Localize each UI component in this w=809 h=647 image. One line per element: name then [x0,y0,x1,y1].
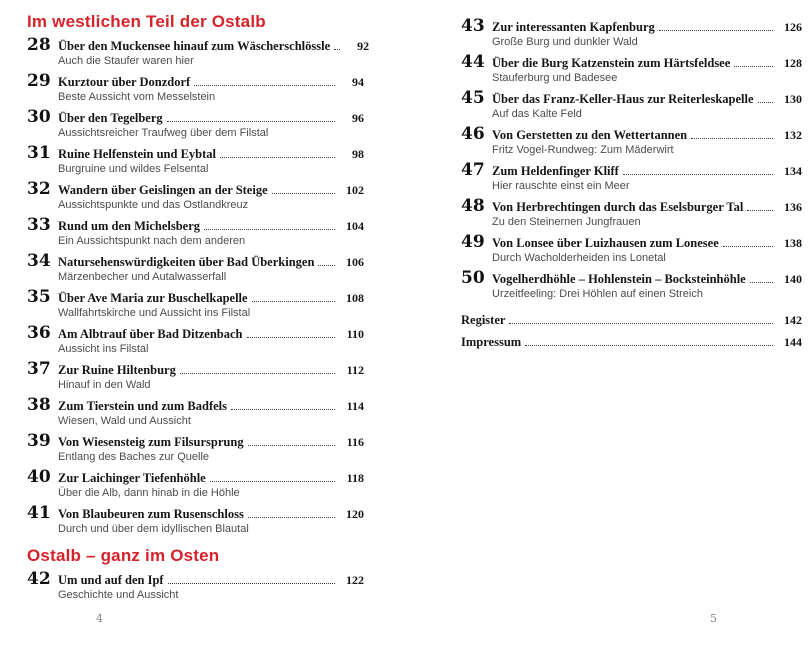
tour-number: 33 [27,215,51,235]
tour-page-ref: 122 [346,573,364,587]
tour-page-ref: 126 [784,20,802,34]
tour-number: 29 [27,71,51,91]
toc-entry [461,268,802,301]
toc-entry-row [492,164,802,179]
tour-title: Von Herbrechtingen durch das Eselsburger Tal [492,200,744,214]
back-matter-title: Impressum [461,335,522,349]
dot-leader [659,30,773,31]
toc-entry-row [58,291,364,306]
tour-number: 46 [461,124,485,144]
tour-number: 32 [27,179,51,199]
dot-leader [318,265,335,266]
dot-leader [210,481,335,482]
tour-number: 36 [27,323,51,343]
dot-leader [747,210,773,211]
tour-title: Zur interessanten Kapfenburg [492,20,655,34]
tour-page-ref: 96 [352,111,364,125]
tour-number: 41 [27,503,51,523]
tour-page-ref: 128 [784,56,802,70]
tour-title: Über den Tegelberg [58,111,163,125]
tour-subtitle: Zu den Steinernen Jungfrauen [492,216,641,228]
tour-number: 43 [461,16,485,36]
toc-entry [27,503,364,536]
dot-leader [734,66,773,67]
dot-leader [194,85,335,86]
tour-page-ref: 136 [784,200,802,214]
tour-title: Von Blaubeuren zum Rusenschloss [58,507,244,521]
dot-leader [334,49,340,50]
tour-title: Wandern über Geislingen an der Steige [58,183,268,197]
back-matter-links [461,313,802,350]
tour-page-ref: 110 [346,327,364,341]
dot-leader [168,583,335,584]
tour-subtitle: Beste Aussicht vom Messelstein [58,91,216,103]
toc-entry-row [492,20,802,35]
tour-subtitle: Große Burg und dunkler Wald [492,36,638,48]
right-page-footer-number: 5 [710,612,717,625]
tour-title: Kurztour über Donzdorf [58,75,191,89]
toc-entry [27,395,364,428]
tour-number: 28 [27,35,51,55]
tour-title: Rund um den Michelsberg [58,219,201,233]
dot-leader [248,517,335,518]
tour-number: 39 [27,431,51,451]
tour-subtitle: Hier rauschte einst ein Meer [492,180,630,192]
back-matter-page-ref: 142 [784,313,802,327]
toc-entry [27,179,364,212]
tour-subtitle: Durch und über dem idyllischen Blautal [58,523,249,535]
tour-subtitle: Aussicht ins Filstal [58,343,149,355]
toc-entry-row [58,327,364,342]
tour-number: 40 [27,467,51,487]
tour-title: Natursehenswürdigkeiten über Bad Überkingen [58,255,315,269]
toc-entry-row [58,471,364,486]
dot-leader [252,301,335,302]
tour-title: Von Gerstetten zu den Wettertannen [492,128,688,142]
tour-subtitle: Entlang des Baches zur Quelle [58,451,210,463]
tour-number: 45 [461,88,485,108]
toc-entry [27,35,370,68]
toc-entry [27,359,364,392]
tour-title: Über den Muckensee hinauf zum Wäscherschlössle [58,39,331,53]
toc-entry [461,232,802,265]
tour-subtitle: Burgruine und wildes Felsental [58,163,209,175]
toc-entry [461,88,802,121]
dot-leader [204,229,335,230]
dot-leader [525,345,773,346]
back-matter-row [461,313,802,328]
dot-leader [231,409,335,410]
toc-entry-row [492,56,802,71]
toc-entry [27,569,364,602]
dot-leader [167,121,335,122]
tour-title: Zum Heldenfinger Kliff [492,164,619,178]
tour-title: Zur Ruine Hiltenburg [58,363,176,377]
tour-title: Von Lonsee über Luizhausen zum Lonesee [492,236,719,250]
toc-entry-row [492,272,802,287]
dot-leader [509,323,773,324]
toc-entry-row [492,200,802,215]
section-heading: Ostalb – ganz im Osten [27,546,220,565]
toc-entry [27,71,364,104]
tour-subtitle: Märzenbecher und Autalwasserfall [58,271,227,283]
tour-title: Zum Tierstein und zum Badfels [58,399,228,413]
tour-page-ref: 112 [346,363,364,377]
tour-title: Vogelherdhöhle – Hohlenstein – Bocksteinhöhle [492,272,746,286]
tour-page-ref: 116 [346,435,364,449]
tour-subtitle: Über die Alb, dann hinab in die Höhle [58,487,240,499]
toc-entry [27,467,364,500]
toc-entry [461,16,802,49]
tour-number: 35 [27,287,51,307]
toc-entry-row [492,236,802,251]
tour-page-ref: 130 [784,92,802,106]
toc-entry-row [492,128,802,143]
section-heading: Im westlichen Teil der Ostalb [27,12,266,31]
right-page-column [461,16,802,357]
tour-page-ref: 92 [357,39,370,53]
tour-page-ref: 114 [346,399,364,413]
tour-subtitle: Aussichtspunkte und das Ostlandkreuz [58,199,249,211]
tour-title: Über Ave Maria zur Buschelkapelle [58,291,248,305]
tour-number: 37 [27,359,51,379]
dot-leader [220,157,335,158]
toc-entry-row [58,39,370,54]
tour-number: 50 [461,268,485,288]
back-matter-row [461,335,802,350]
tour-subtitle: Hinauf in den Wald [58,379,151,391]
tour-number: 49 [461,232,485,252]
toc-entry-row [58,219,364,234]
toc-section-west-ostalb [27,12,370,536]
dot-leader [758,102,773,103]
left-page-footer-number: 4 [96,612,103,625]
toc-entry [461,124,802,157]
toc-entry [27,143,364,176]
tour-number: 30 [27,107,51,127]
tour-subtitle: Auch die Staufer waren hier [58,55,194,67]
tour-number: 48 [461,196,485,216]
tour-subtitle: Aussichtsreicher Traufweg über dem Filstal [58,127,269,139]
dot-leader [247,337,335,338]
tour-page-ref: 94 [352,75,364,89]
tour-subtitle: Ein Aussichtspunkt nach dem anderen [58,235,246,247]
tour-subtitle: Fritz Vogel-Rundweg: Zum Mäderwirt [492,144,674,156]
tour-subtitle: Wiesen, Wald und Aussicht [58,415,191,427]
tour-title: Von Wiesensteig zum Filsursprung [58,435,244,449]
tour-page-ref: 108 [346,291,364,305]
tour-number: 31 [27,143,51,163]
tour-number: 38 [27,395,51,415]
dot-leader [750,282,773,283]
tour-number: 34 [27,251,51,271]
toc-entry-row [58,399,364,414]
tour-page-ref: 98 [352,147,364,161]
toc-entry [27,323,364,356]
tour-page-ref: 140 [784,272,802,286]
left-page-column [27,12,370,609]
toc-entry-row [58,573,364,588]
toc-entry [461,196,802,229]
dot-leader [623,174,773,175]
tour-number: 47 [461,160,485,180]
tour-page-ref: 106 [346,255,364,269]
tour-title: Am Albtrauf über Bad Ditzenbach [58,327,243,341]
toc-entry-row [58,435,364,450]
dot-leader [248,445,335,446]
tour-title: Ruine Helfenstein und Eybtal [58,147,217,161]
toc-entry [27,251,364,284]
tour-title: Um und auf den Ipf [58,573,164,587]
tour-page-ref: 104 [346,219,364,233]
tour-page-ref: 118 [346,471,364,485]
tour-subtitle: Auf das Kalte Feld [492,108,582,120]
tour-number: 44 [461,52,485,72]
tour-page-ref: 120 [346,507,364,521]
dot-leader [180,373,335,374]
dot-leader [723,246,773,247]
toc-entry-row [58,111,364,126]
toc-entry [27,431,364,464]
toc-entry [461,160,802,193]
dot-leader [691,138,773,139]
toc-entry-row [58,75,364,90]
dot-leader [272,193,335,194]
toc-entry [461,52,802,85]
tour-subtitle: Wallfahrtskirche und Aussicht ins Filstal [58,307,251,319]
tour-subtitle: Urzeitfeeling: Drei Höhlen auf einen Streich [492,288,703,300]
toc-entry-row [58,255,364,270]
toc-entry [27,107,364,140]
tour-page-ref: 132 [784,128,802,142]
toc-entry-row [58,507,364,522]
tour-page-ref: 138 [784,236,802,250]
tour-title: Über das Franz-Keller-Haus zur Reiterleskapelle [492,92,754,106]
toc-entry-row [58,147,364,162]
toc-entry-row [492,92,802,107]
toc-entry [27,215,364,248]
tour-subtitle: Geschichte und Aussicht [58,589,179,601]
tour-title: Zur Laichinger Tiefenhöhle [58,471,206,485]
tour-page-ref: 102 [346,183,364,197]
toc-section-east-ostalb [27,546,364,602]
toc-entry-row [58,363,364,378]
tour-title: Über die Burg Katzenstein zum Härtsfeldsee [492,56,731,70]
back-matter-page-ref: 144 [784,335,802,349]
back-matter-title: Register [461,313,506,327]
tour-subtitle: Stauferburg und Badesee [492,72,618,84]
toc-entry-row [58,183,364,198]
tour-subtitle: Durch Wacholderheiden ins Lonetal [492,252,666,264]
tour-page-ref: 134 [784,164,802,178]
tour-number: 42 [27,569,51,589]
toc-entry [27,287,364,320]
